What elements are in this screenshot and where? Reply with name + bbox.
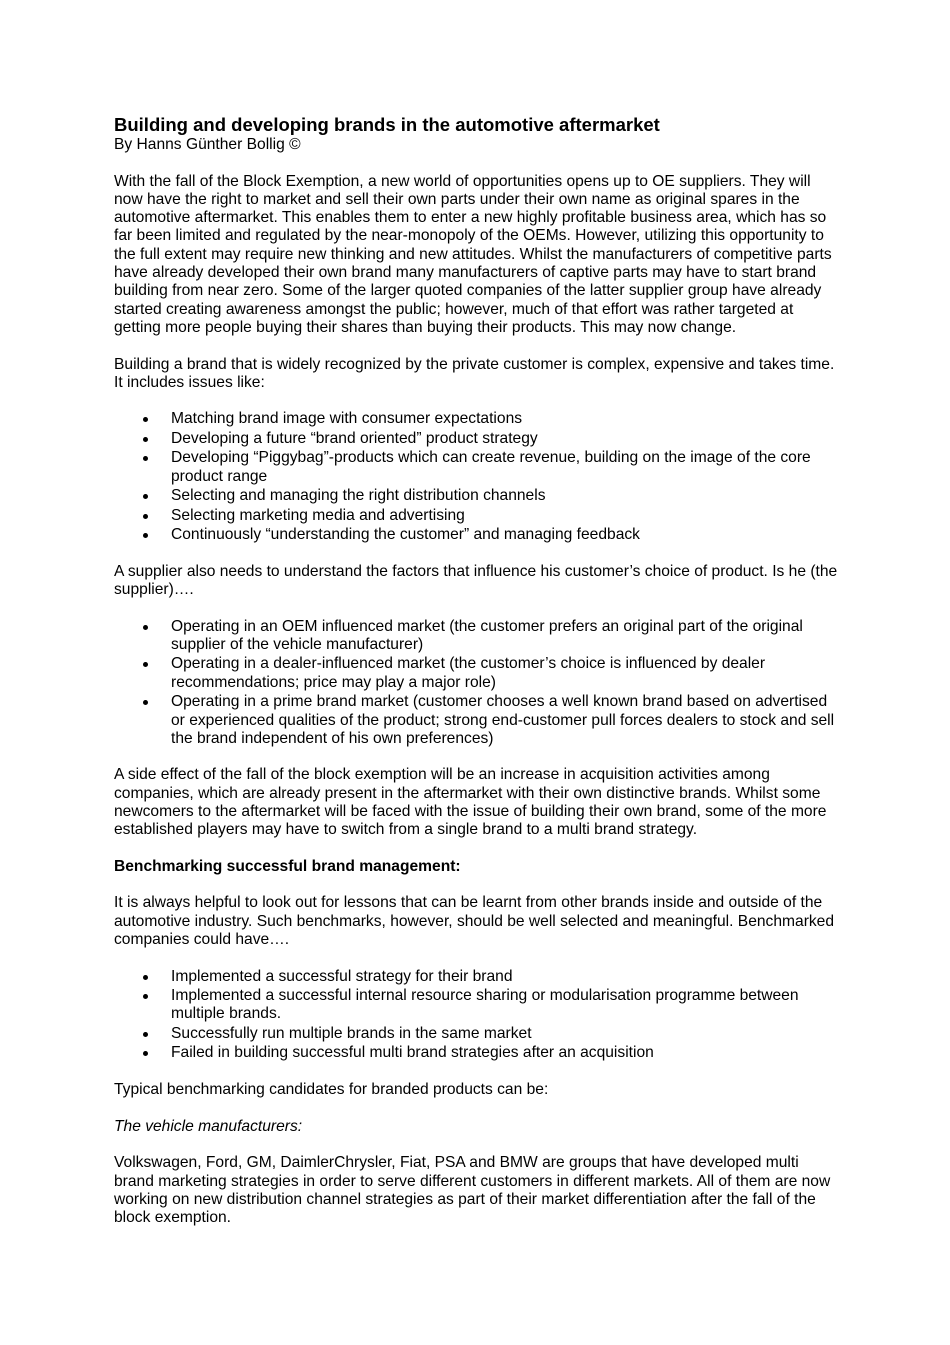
paragraph-candidates: Typical benchmarking candidates for branded products can be:	[114, 1081, 549, 1099]
bullet-icon	[143, 700, 148, 705]
bullet-icon	[143, 975, 148, 980]
list-item: Failed in building successful multi brand strategies after an acquisition	[114, 1044, 840, 1062]
list-item: Matching brand image with consumer expectations	[114, 410, 840, 428]
brand-issues-list	[114, 410, 840, 544]
paragraph-brand-building: Building a brand that is widely recognized by the private customer is complex, expensive and takes time. It includes issues like:	[114, 355, 835, 391]
list-item: Selecting and managing the right distribution channels	[114, 487, 840, 505]
paragraph-benchmarks: It is always helpful to look out for lessons that can be learnt from other brands inside and outside of the automotive industry. Such benchmarks, however, should be well selected and meaningful. Benchmarked companies could have….	[114, 894, 835, 949]
paragraph-supplier-factors: A supplier also needs to understand the factors that influence his customer’s choice of product. Is he (the supplier)….	[114, 562, 838, 599]
document-title: Building and developing brands in the automotive aftermarket	[114, 114, 660, 135]
bullet-icon	[143, 437, 148, 442]
list-item: Successfully run multiple brands in the same market	[114, 1025, 840, 1043]
market-types-list	[114, 618, 840, 748]
paragraph-side-effect: A side effect of the fall of the block exemption will be an increase in acquisition activities among companies, which are already present in the aftermarket with their own distinctive brands. Whilst some newcomers to the aftermarket will be faced with the issue of building their own brand, some of the more established players may have to switch from a single brand to a multi brand strategy.	[114, 766, 827, 839]
list-item: Operating in a dealer-influenced market (the customer’s choice is influenced by dealer recommendations; price may play a major role)	[114, 655, 840, 692]
document-page	[114, 114, 840, 1246]
bullet-icon	[143, 1051, 148, 1056]
bullet-icon	[143, 494, 148, 499]
bullet-icon	[143, 625, 148, 630]
bullet-icon	[143, 417, 148, 422]
byline: By Hanns Günther Bollig ©	[114, 136, 301, 153]
list-item: Continuously “understanding the customer” and managing feedback	[114, 526, 840, 544]
list-item: Selecting marketing media and advertising	[114, 507, 840, 525]
bullet-icon	[143, 456, 148, 461]
paragraph-vehicle-manufacturers: Volkswagen, Ford, GM, DaimlerChrysler, Fiat, PSA and BMW are groups that have developed multi brand marketing strategies in order to serve different customers in different markets. All of them are now working on new distribution channel strategies as part of their market differentiation after the fall of the block exemption.	[114, 1154, 831, 1227]
bullet-icon	[143, 1032, 148, 1037]
section-heading: Benchmarking successful brand management:	[114, 857, 461, 875]
list-item: Operating in a prime brand market (customer chooses a well known brand based on advertised or experienced qualities of the product; strong end-customer pull forces dealers to stock and sell the brand independent of his own preferences)	[114, 693, 840, 748]
list-item: Implemented a successful strategy for their brand	[114, 968, 840, 986]
italic-subheading: The vehicle manufacturers:	[114, 1117, 303, 1135]
bullet-icon	[143, 662, 148, 667]
list-item: Operating in an OEM influenced market (the customer prefers an original part of the original supplier of the vehicle manufacturer)	[114, 618, 840, 655]
bullet-icon	[143, 994, 148, 999]
bullet-icon	[143, 533, 148, 538]
list-item: Developing “Piggybag”-products which can create revenue, building on the image of the core product range	[114, 449, 840, 486]
list-item: Developing a future “brand oriented” product strategy	[114, 430, 840, 448]
benchmark-list	[114, 968, 840, 1063]
paragraph-intro: With the fall of the Block Exemption, a new world of opportunities opens up to OE suppliers. They will now have the right to market and sell their own parts under their own name as original spares in the automotive aftermarket. This enables them to enter a new highly profitable business area, which has so far been limited and regulated by the near-monopoly of the OEMs. However, utilizing this opportunity to the full extent may require new thinking and new attitudes. Whilst the manufacturers of competitive parts have already developed their own brand many manufacturers of captive parts may have to start brand building from near zero. Some of the larger quoted companies of the latter supplier group have already started creating awareness amongst the public; however, much of that effort was rather targeted at getting more people buying their shares than buying their products. This may now change.	[114, 172, 832, 336]
bullet-icon	[143, 514, 148, 519]
list-item: Implemented a successful internal resource sharing or modularisation programme between multiple brands.	[114, 987, 840, 1024]
